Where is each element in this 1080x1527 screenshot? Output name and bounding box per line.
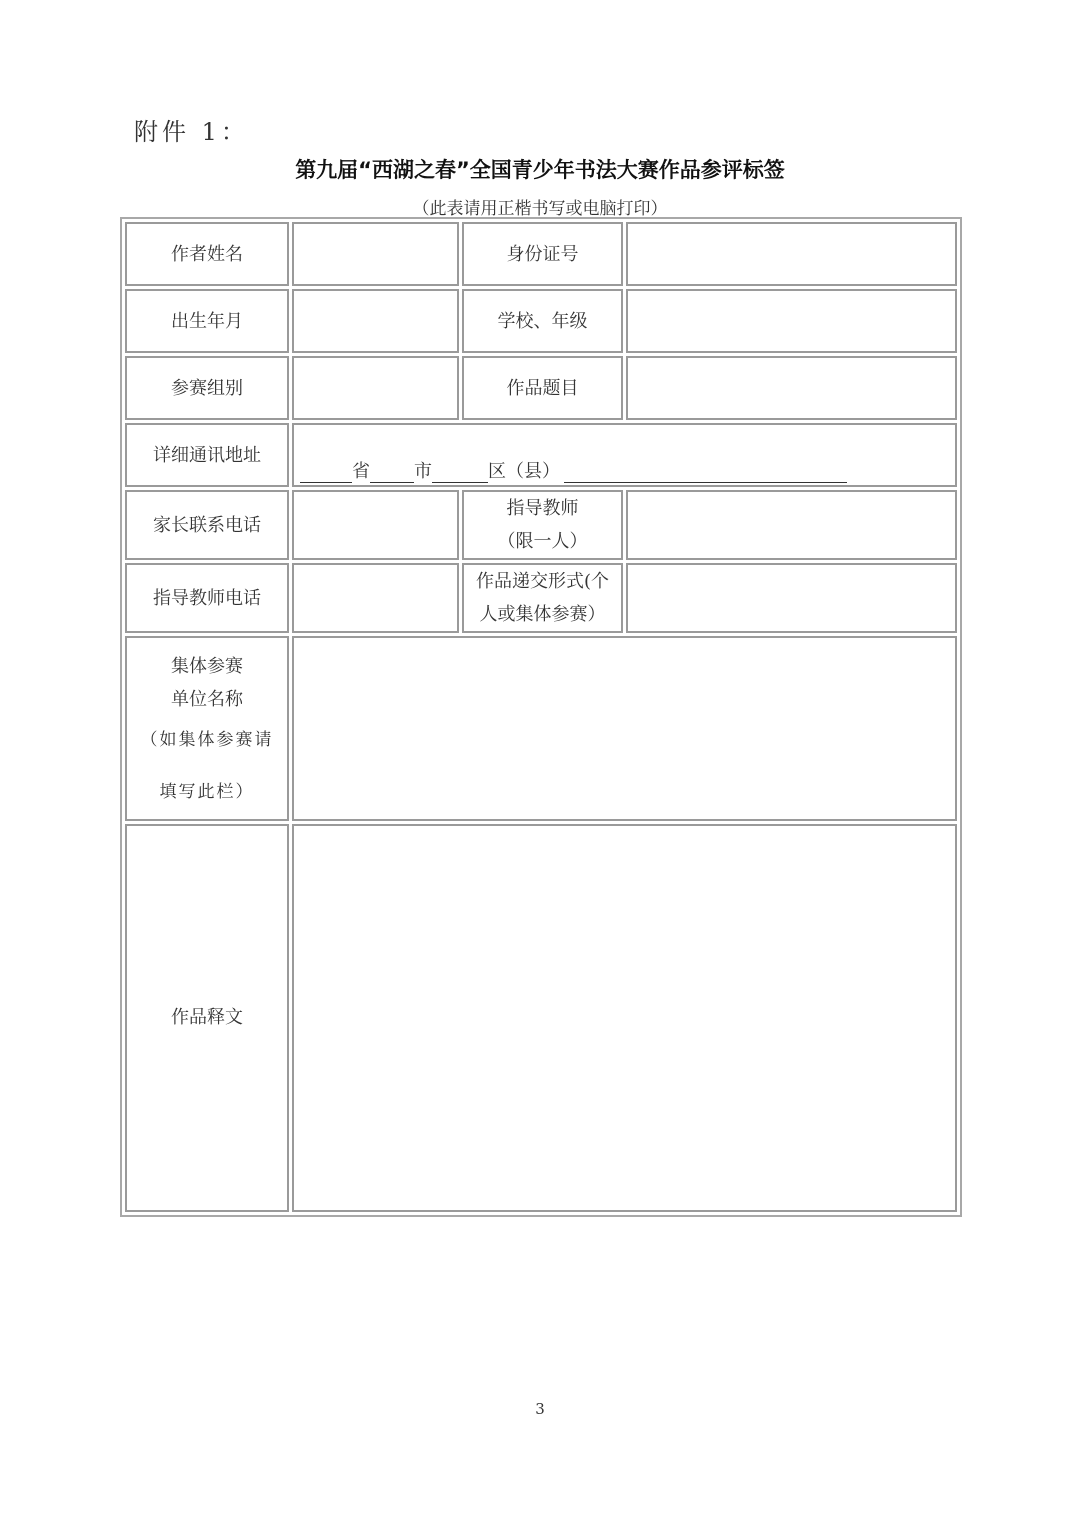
school-grade-field[interactable] (626, 289, 957, 353)
document-subtitle: （此表请用正楷书写或电脑打印） (412, 199, 668, 219)
form-row-author (125, 222, 957, 286)
city-label: 市 (414, 461, 432, 483)
author-name-label: 作者姓名 (125, 222, 289, 286)
document-title: 第九届“西湖之春”全国青少年书法大赛作品参评标签 (295, 158, 785, 182)
group-label-line3: （如集体参赛请 (140, 730, 274, 751)
form-row-group (125, 636, 957, 820)
city-blank[interactable] (370, 460, 414, 483)
submission-label-line2: 人或集体参赛） (479, 604, 606, 626)
birth-date-label: 出生年月 (125, 289, 289, 353)
province-label: 省 (352, 461, 370, 483)
author-name-field[interactable] (292, 222, 459, 286)
form-row-category (125, 356, 957, 420)
group-label-line1: 集体参赛 (171, 656, 243, 678)
submission-label-line1: 作品递交形式(个 (475, 571, 610, 593)
teacher-label-line2: （限一人） (497, 531, 588, 553)
form-row-parent (125, 490, 957, 560)
district-label: 区（县） (488, 461, 560, 483)
province-blank[interactable] (300, 460, 352, 483)
group-label-line2: 单位名称 (171, 689, 243, 711)
form-row-birth (125, 289, 957, 353)
street-blank[interactable] (564, 460, 847, 483)
address-label: 详细通讯地址 (125, 423, 289, 487)
form-row-interpretation (125, 824, 957, 1212)
group-label-line4: 填写此栏） (159, 782, 255, 803)
teacher-field[interactable] (626, 490, 957, 560)
work-title-label: 作品题目 (462, 356, 623, 420)
parent-phone-field[interactable] (292, 490, 459, 560)
teacher-label (462, 490, 623, 560)
group-unit-label (125, 636, 289, 820)
teacher-phone-label: 指导教师电话 (125, 563, 289, 633)
parent-phone-label: 家长联系电话 (125, 490, 289, 560)
interpretation-field[interactable] (292, 824, 957, 1212)
birth-date-field[interactable] (292, 289, 459, 353)
form-row-teacher-phone (125, 563, 957, 633)
teacher-phone-field[interactable] (292, 563, 459, 633)
district-blank[interactable] (432, 460, 488, 483)
interpretation-label: 作品释文 (125, 824, 289, 1212)
address-field[interactable] (292, 423, 957, 487)
entry-form-table (120, 217, 962, 1217)
teacher-label-line1: 指导教师 (506, 498, 579, 520)
group-unit-field[interactable] (292, 636, 957, 820)
attachment-label: 附件 1： (134, 118, 249, 146)
category-label: 参赛组别 (125, 356, 289, 420)
form-row-address (125, 423, 957, 487)
page-number: 3 (535, 1400, 545, 1418)
submission-form-field[interactable] (626, 563, 957, 633)
id-number-label: 身份证号 (462, 222, 623, 286)
id-number-field[interactable] (626, 222, 957, 286)
work-title-field[interactable] (626, 356, 957, 420)
school-grade-label: 学校、年级 (462, 289, 623, 353)
category-field[interactable] (292, 356, 459, 420)
submission-form-label (462, 563, 623, 633)
